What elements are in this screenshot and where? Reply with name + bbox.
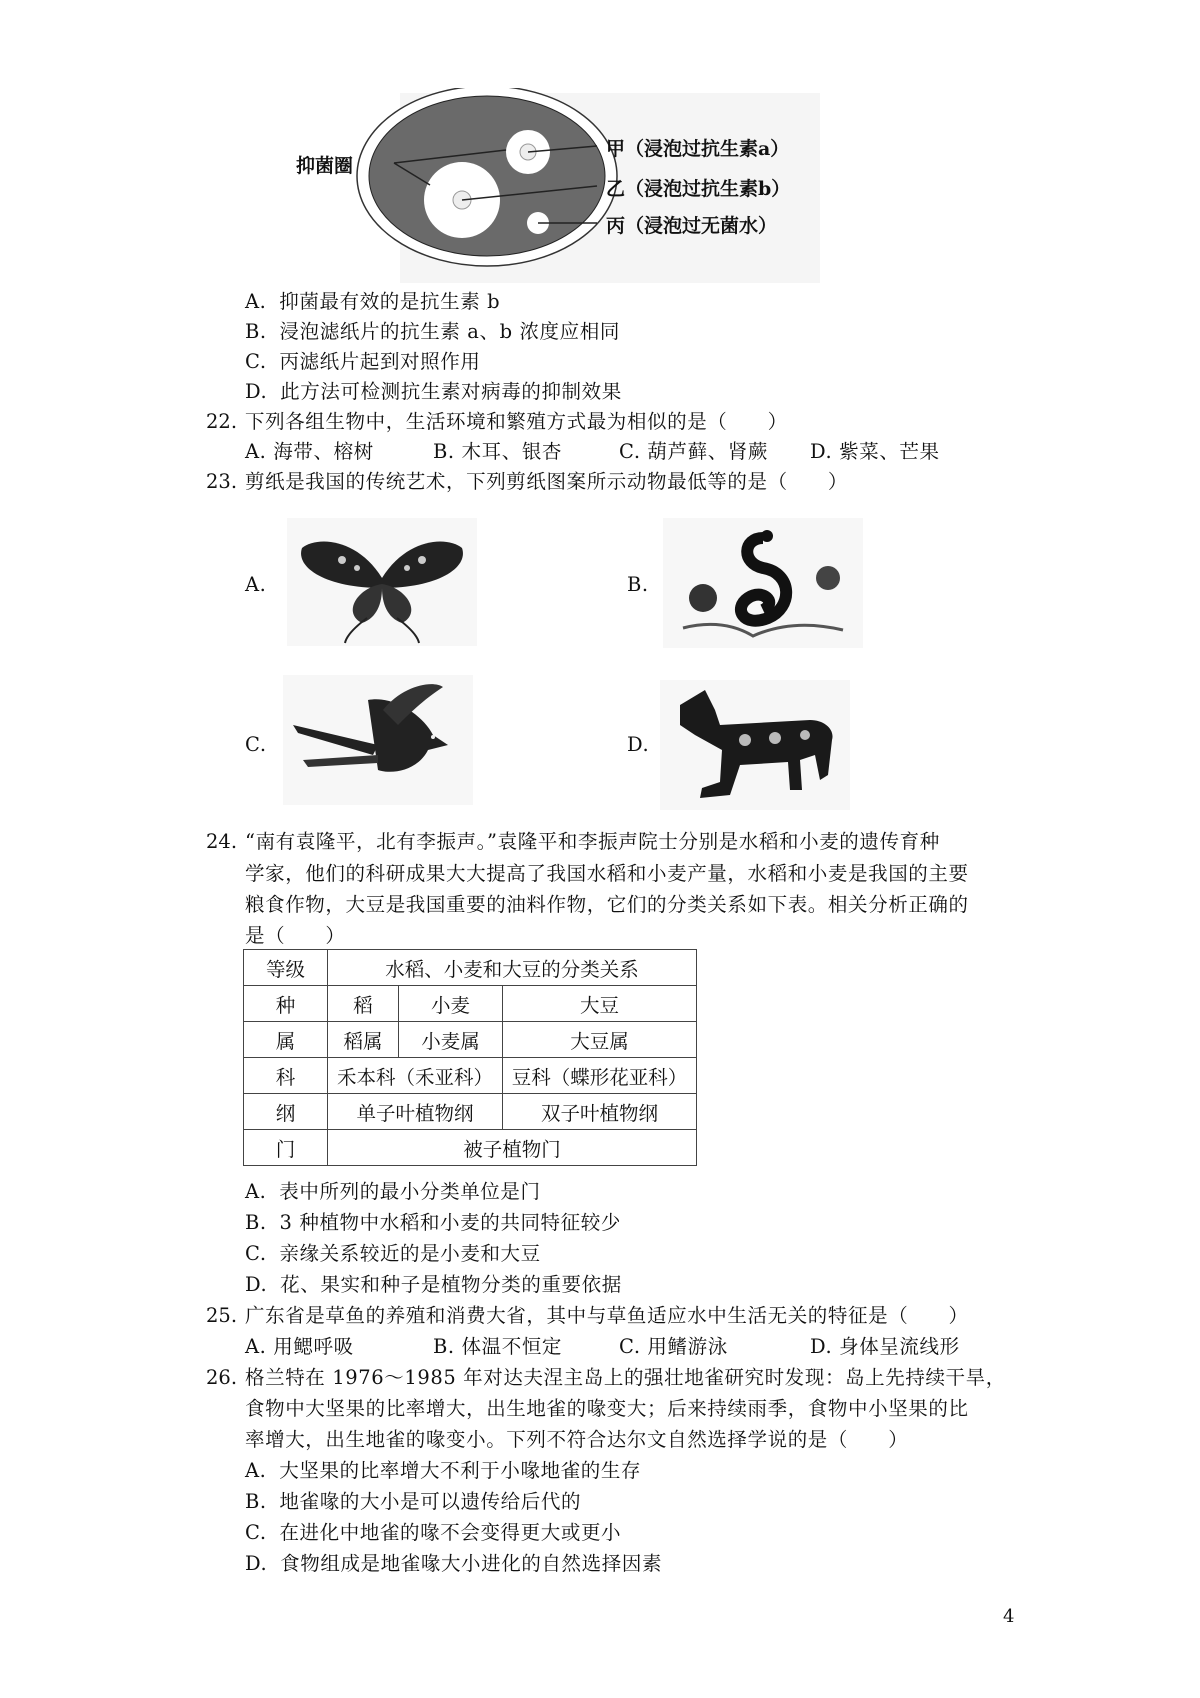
table-cell: 属 — [244, 1022, 328, 1058]
butterfly-papercut-icon — [287, 518, 477, 646]
option-letter: D. — [245, 1273, 268, 1296]
label-bing: 丙（浸泡过无菌水） — [606, 215, 778, 237]
option-letter: B. — [245, 1490, 267, 1513]
table-row — [244, 1022, 697, 1058]
q22-option-a: A. 海带、榕树 — [245, 440, 374, 463]
table-row — [244, 1130, 697, 1166]
option-text: 浸泡滤纸片的抗生素 a、b 浓度应相同 — [279, 320, 620, 343]
label-yi: 乙（浸泡过抗生素b） — [606, 178, 791, 200]
horse-papercut-icon — [660, 680, 850, 810]
option-text: 食物组成是地雀喙大小进化的自然选择因素 — [280, 1552, 663, 1575]
option-text: 此方法可检测抗生素对病毒的抑制效果 — [280, 380, 622, 403]
option-text: 表中所列的最小分类单位是门 — [279, 1180, 541, 1203]
q26-option-d — [245, 1549, 662, 1579]
table-row — [244, 1094, 697, 1130]
table-row — [244, 950, 697, 986]
option-text: 花、果实和种子是植物分类的重要依据 — [280, 1273, 622, 1296]
q24-stem-line-4: 是（ ） — [245, 924, 346, 947]
q25-options — [245, 1332, 1005, 1362]
option-text: 在进化中地雀的喙不会变得更大或更小 — [279, 1521, 622, 1544]
table-cell: 小麦 — [399, 986, 503, 1022]
table-cell: 禾本科（禾亚科） — [328, 1058, 503, 1094]
q23-option-c-letter: C. — [245, 733, 267, 756]
table-cell: 科 — [244, 1058, 328, 1094]
q23-option-b-letter: B. — [627, 573, 649, 596]
q21-option-b — [245, 317, 620, 347]
petri-dish-diagram — [300, 88, 900, 288]
q22-option-b: B. 木耳、银杏 — [433, 440, 563, 463]
q23-number: 23. — [206, 470, 238, 493]
table-cell: 种 — [244, 986, 328, 1022]
q23-option-d-image — [660, 680, 850, 810]
table-cell: 小麦属 — [399, 1022, 503, 1058]
q23-option-a-letter: A. — [245, 573, 267, 596]
option-letter: D. — [245, 1552, 268, 1575]
q21-option-d — [245, 377, 622, 407]
table-cell: 双子叶植物纲 — [503, 1094, 697, 1130]
option-letter: A. — [245, 1459, 267, 1482]
table-cell: 被子植物门 — [328, 1130, 697, 1166]
q25-option-b: B. 体温不恒定 — [433, 1335, 563, 1358]
q24-number: 24. — [206, 830, 238, 853]
option-letter: C. — [245, 1521, 267, 1544]
q23-option-a-image — [287, 518, 477, 646]
classification-table — [243, 949, 697, 1166]
zone-label: 抑菌圈 — [296, 155, 354, 177]
q24-option-a — [245, 1177, 541, 1207]
option-letter: C. — [245, 1242, 267, 1265]
q23-stem: 剪纸是我国的传统艺术，下列剪纸图案所示动物最低等的是（ ） — [245, 470, 849, 493]
table-cell: 等级 — [244, 950, 328, 986]
option-text: 3 种植物中水稻和小麦的共同特征较少 — [279, 1211, 621, 1234]
q26-option-a — [245, 1456, 641, 1486]
option-text: 大坚果的比率增大不利于小喙地雀的生存 — [279, 1459, 642, 1482]
option-text: 丙滤纸片起到对照作用 — [279, 350, 481, 373]
q24-option-b — [245, 1208, 621, 1238]
label-jia: 甲（浸泡过抗生素a） — [606, 138, 790, 160]
q24-option-c — [245, 1239, 541, 1269]
q25-number: 25. — [206, 1304, 238, 1327]
page-number: 4 — [1003, 1606, 1015, 1627]
table-cell: 豆科（蝶形花亚科） — [503, 1058, 697, 1094]
option-letter: B. — [245, 320, 267, 343]
q25-option-c: C. 用鳍游泳 — [619, 1335, 728, 1358]
q24-stem-line-3: 粮食作物，大豆是我国重要的油料作物，它们的分类关系如下表。相关分析正确的 — [245, 893, 969, 916]
table-cell: 稻属 — [328, 1022, 399, 1058]
q26-stem-line-1: 格兰特在 1976～1985 年对达夫涅主岛上的强壮地雀研究时发现：岛上先持续干旱， — [245, 1366, 1006, 1389]
bird-papercut-icon — [283, 675, 473, 805]
q22-options — [245, 437, 1005, 467]
option-letter: B. — [245, 1211, 267, 1234]
option-letter: A. — [245, 290, 267, 313]
table-cell: 纲 — [244, 1094, 328, 1130]
table-row — [244, 1058, 697, 1094]
table-cell: 单子叶植物纲 — [328, 1094, 503, 1130]
q26-option-b — [245, 1487, 581, 1517]
option-text: 亲缘关系较近的是小麦和大豆 — [279, 1242, 541, 1265]
option-letter: D. — [245, 380, 268, 403]
q24-stem-line-1: “南有袁隆平，北有李振声。”袁隆平和李振声院士分别是水稻和小麦的遗传育种 — [245, 830, 940, 853]
q26-stem-line-2: 食物中大坚果的比率增大，出生地雀的喙变大；后来持续雨季，食物中小坚果的比 — [245, 1397, 969, 1420]
q21-option-a — [245, 287, 500, 317]
q26-option-c — [245, 1518, 621, 1548]
q22-option-c: C. 葫芦藓、肾蕨 — [619, 440, 769, 463]
q22-stem: 下列各组生物中，生活环境和繁殖方式最为相似的是（ ） — [245, 410, 788, 433]
option-text: 抑菌最有效的是抗生素 b — [279, 290, 501, 313]
table-row — [244, 986, 697, 1022]
q25-stem: 广东省是草鱼的养殖和消费大省，其中与草鱼适应水中生活无关的特征是（ ） — [245, 1304, 969, 1327]
table-cell: 大豆 — [503, 986, 697, 1022]
table-cell: 大豆属 — [503, 1022, 697, 1058]
petri-dish-figure — [296, 88, 900, 288]
q23-option-d-letter: D. — [627, 733, 650, 756]
q22-option-d: D. 紫菜、芒果 — [810, 440, 940, 463]
q24-option-d — [245, 1270, 622, 1300]
option-letter: A. — [245, 1180, 267, 1203]
q23-option-b-image — [663, 518, 863, 648]
q25-option-a: A. 用鳃呼吸 — [245, 1335, 354, 1358]
table-cell: 稻 — [328, 986, 399, 1022]
q25-option-d: D. 身体呈流线形 — [810, 1335, 960, 1358]
q21-option-c — [245, 347, 480, 377]
q22-number: 22. — [206, 410, 238, 433]
option-letter: C. — [245, 350, 267, 373]
q23-option-c-image — [283, 675, 473, 805]
table-cell: 水稻、小麦和大豆的分类关系 — [328, 950, 697, 986]
option-text: 地雀喙的大小是可以遗传给后代的 — [279, 1490, 582, 1513]
q26-number: 26. — [206, 1366, 238, 1389]
snake-papercut-icon — [663, 518, 863, 648]
table-cell: 门 — [244, 1130, 328, 1166]
q26-stem-line-3: 率增大，出生地雀的喙变小。下列不符合达尔文自然选择学说的是（ ） — [245, 1428, 909, 1451]
q24-stem-line-2: 学家，他们的科研成果大大提高了我国水稻和小麦产量，水稻和小麦是我国的主要 — [245, 862, 969, 885]
